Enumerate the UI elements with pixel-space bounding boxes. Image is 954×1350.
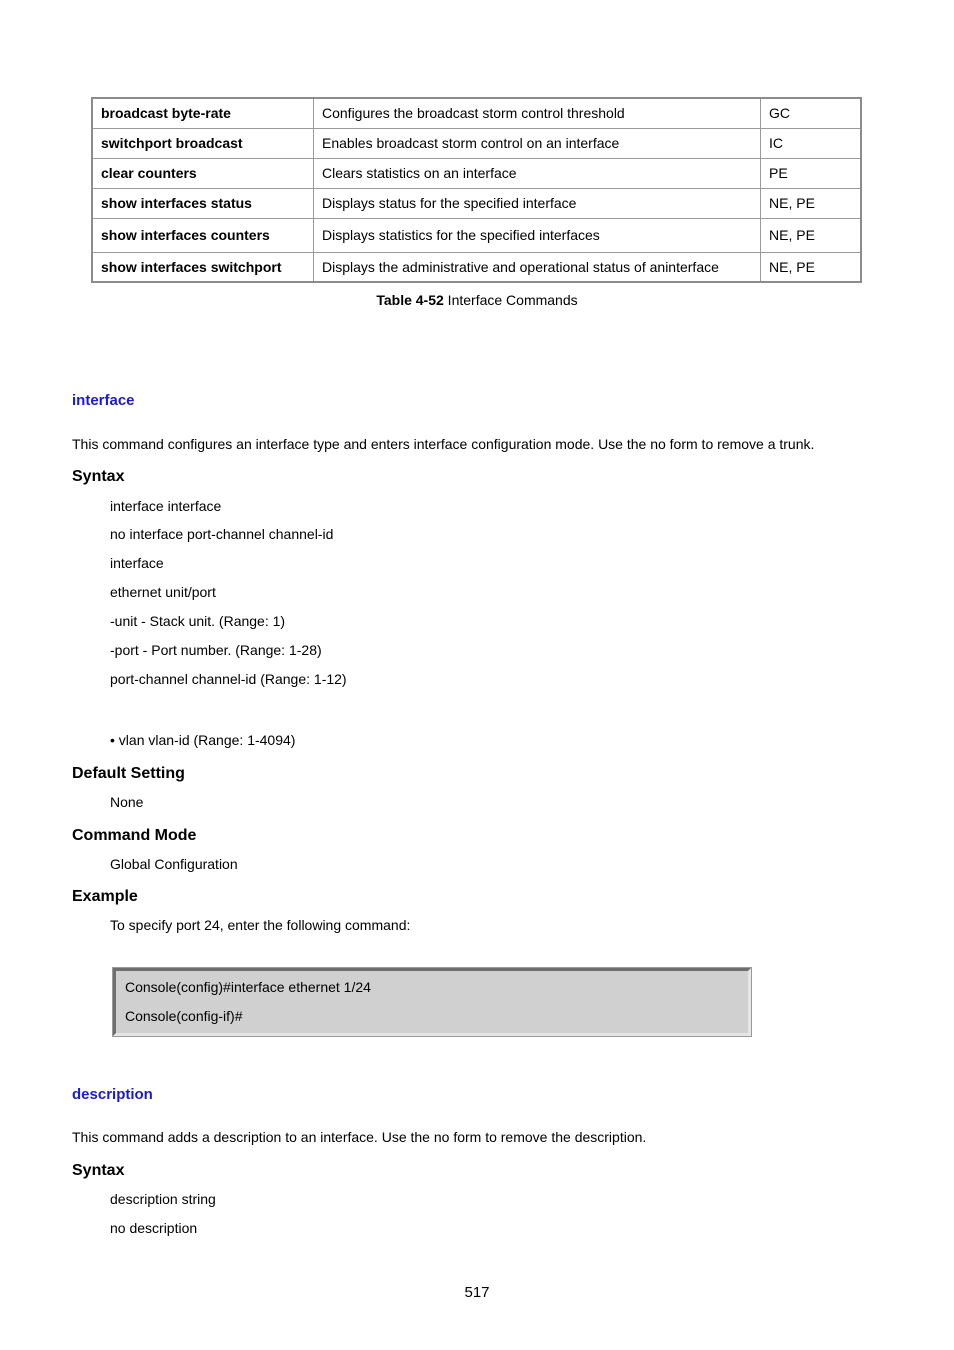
interface-description: This command configures an interface type and enters interface configuration mode. Use the no form to remove a trunk. bbox=[72, 436, 815, 452]
default-setting-heading: Default Setting bbox=[72, 765, 185, 782]
mode-cell: NE, PE bbox=[761, 252, 862, 282]
table-caption bbox=[0, 292, 954, 308]
syntax-line: no description bbox=[110, 1220, 198, 1236]
example-heading: Example bbox=[72, 888, 138, 905]
interface-heading: interface bbox=[72, 392, 135, 409]
function-cell: Configures the broadcast storm control threshold bbox=[314, 98, 761, 128]
description-text: This command adds a description to an interface. Use the no form to remove the description. bbox=[72, 1129, 647, 1145]
syntax-line: description string bbox=[110, 1191, 216, 1207]
command-cell: switchport broadcast bbox=[92, 128, 314, 158]
page-number: 517 bbox=[464, 1284, 490, 1301]
function-cell: Clears statistics on an interface bbox=[314, 158, 761, 188]
command-cell: show interfaces counters bbox=[92, 218, 314, 252]
mode-cell: PE bbox=[761, 158, 862, 188]
example-intro: To specify port 24, enter the following command: bbox=[110, 917, 411, 933]
command-cell: show interfaces status bbox=[92, 188, 314, 218]
console-line: Console(config)#interface ethernet 1/24 bbox=[125, 979, 371, 995]
console-example-box bbox=[113, 968, 751, 1036]
command-mode-value: Global Configuration bbox=[110, 856, 238, 872]
table-caption-label: Table 4-52 bbox=[376, 292, 444, 308]
console-line: Console(config-if)# bbox=[125, 1008, 243, 1024]
function-cell: Displays the administrative and operational status of aninterface bbox=[314, 252, 761, 282]
syntax-line: -port - Port number. (Range: 1-28) bbox=[110, 642, 322, 658]
command-mode-heading: Command Mode bbox=[72, 827, 197, 844]
syntax-line: ethernet unit/port bbox=[110, 584, 216, 600]
mode-cell: IC bbox=[761, 128, 862, 158]
command-cell: clear counters bbox=[92, 158, 314, 188]
table-row bbox=[92, 252, 861, 282]
function-cell: Enables broadcast storm control on an interface bbox=[314, 128, 761, 158]
command-cell: broadcast byte-rate bbox=[92, 98, 314, 128]
mode-cell: NE, PE bbox=[761, 218, 862, 252]
table-row bbox=[92, 128, 861, 158]
description-heading: description bbox=[72, 1086, 153, 1103]
command-cell: show interfaces switchport bbox=[92, 252, 314, 282]
table-row bbox=[92, 158, 861, 188]
mode-cell: GC bbox=[761, 98, 862, 128]
syntax-line: -unit - Stack unit. (Range: 1) bbox=[110, 613, 286, 629]
syntax-line: interface interface bbox=[110, 498, 222, 514]
table-row bbox=[92, 98, 861, 128]
syntax-line: interface bbox=[110, 555, 164, 571]
vlan-line: • vlan vlan-id (Range: 1-4094) bbox=[110, 732, 296, 748]
syntax-heading: Syntax bbox=[72, 1162, 125, 1179]
syntax-line: port-channel channel-id (Range: 1-12) bbox=[110, 671, 347, 687]
default-setting-value: None bbox=[110, 794, 144, 810]
function-cell: Displays status for the specified interface bbox=[314, 188, 761, 218]
syntax-heading: Syntax bbox=[72, 468, 125, 485]
interface-commands-table bbox=[91, 97, 862, 283]
table-row bbox=[92, 218, 861, 252]
syntax-line: no interface port-channel channel-id bbox=[110, 526, 334, 542]
function-cell: Displays statistics for the specified interfaces bbox=[314, 218, 761, 252]
mode-cell: NE, PE bbox=[761, 188, 862, 218]
table-row bbox=[92, 188, 861, 218]
table-caption-text: Interface Commands bbox=[443, 292, 578, 308]
